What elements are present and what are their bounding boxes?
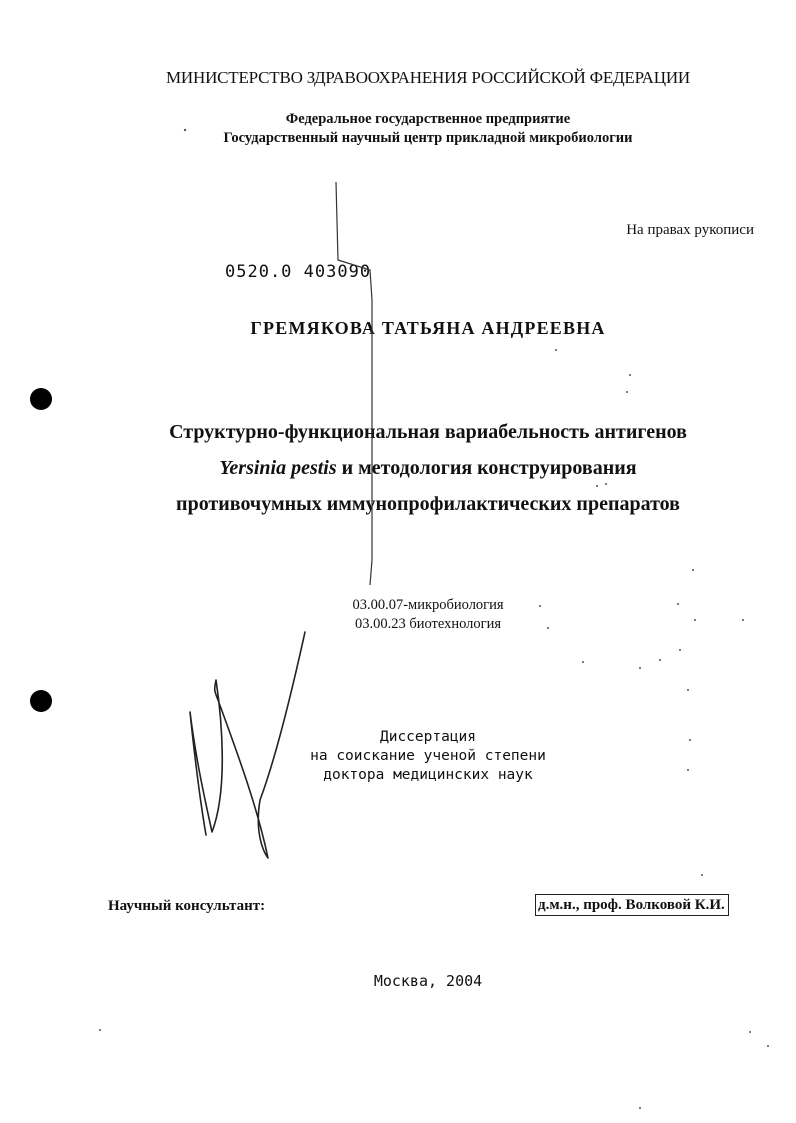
degree-line-3: доктора медицинских наук [323,767,533,783]
place-year: Москва, 2004 [373,972,483,990]
catalog-code: 0520.0 403090 [225,262,372,282]
author-name: ГРЕМЯКОВА ТАТЬЯНА АНДРЕЕВНА [250,318,606,338]
degree-line-1: Диссертация [379,729,477,745]
enterprise-line-1: Федеральное государственное предприятие [285,111,571,127]
title-line-2-rest: и методология конструирования [336,457,637,479]
signature [190,632,305,858]
title-species: Yersinia pestis [219,457,337,479]
ministry-heading: МИНИСТЕРСТВО ЗДРАВООХРАНЕНИЯ РОССИЙСКОЙ ФЕДЕРАЦИИ [166,68,690,87]
title-line-3: противочумных иммунопрофилактических препаратов [176,493,680,515]
consultant-name: д.м.н., проф. Волковой К.И. [535,894,729,916]
consultant-label: Научный консультант: [108,898,266,914]
title-line-1: Структурно-функциональная вариабельность антигенов [169,421,687,443]
manuscript-note: На правах рукописи [626,222,754,238]
degree-line-2: на соискание ученой степени [310,748,546,764]
scan-crease-line [336,182,372,585]
specialty-1: 03.00.07-микробиология [352,597,504,613]
enterprise-line-2: Государственный научный центр прикладной микробиологии [223,130,633,146]
specialty-2: 03.00.23 биотехнология [354,616,502,632]
scan-specks [99,129,769,1109]
